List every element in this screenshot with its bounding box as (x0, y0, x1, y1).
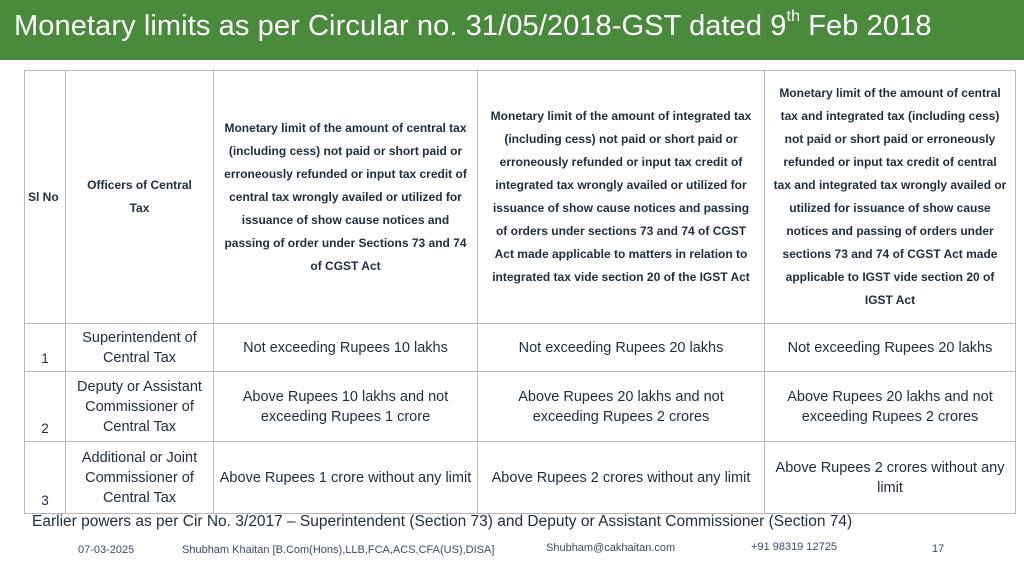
header-combined-tax-limit (765, 71, 1016, 324)
title-bar (0, 0, 1024, 60)
slide-title (14, 10, 932, 43)
row-central-limit (214, 372, 478, 442)
row-central-limit-text: Above Rupees 10 lakhs and not exceeding Rupees 1 crore (242, 388, 449, 425)
footnote-earlier-powers: Earlier powers as per Cir No. 3/2017 – Superintendent (Section 73) and Deputy or Assistant Commissioner (Section 74) (32, 513, 853, 530)
footer-date: 07-03-2025 (78, 544, 135, 556)
header-officers (66, 71, 214, 324)
header-integrated-tax-limit (478, 71, 765, 324)
row-sl: 1 (25, 324, 66, 372)
row-central-limit: Above Rupees 1 crore without any limit (214, 442, 478, 514)
row-combined-limit (765, 372, 1016, 442)
header-officers-text: Officers of Central Tax (87, 178, 192, 215)
row-integrated-limit-text: Above Rupees 20 lakhs and not exceeding Rupees 2 crores (518, 388, 724, 425)
slide-title-main: Monetary limits as per Circular no. 31/05/2018-GST dated 9 (14, 10, 787, 42)
row-integrated-limit (478, 372, 765, 442)
row-combined-limit: Not exceeding Rupees 20 lakhs (765, 324, 1016, 372)
table-row (25, 442, 1016, 514)
footer-page-number: 17 (932, 543, 945, 555)
table-header-row (25, 71, 1016, 324)
row-combined-limit: Above Rupees 2 crores without any limit (765, 442, 1016, 514)
row-officer: Deputy or Assistant Commissioner of Central Tax (66, 372, 214, 442)
row-integrated-limit: Above Rupees 2 crores without any limit (478, 442, 765, 514)
slide-title-superscript: th (786, 8, 801, 26)
row-sl: 3 (25, 442, 66, 514)
row-central-limit: Not exceeding Rupees 10 lakhs (214, 324, 478, 372)
row-integrated-limit: Not exceeding Rupees 20 lakhs (478, 324, 765, 372)
header-central-tax-limit (214, 71, 478, 324)
header-combined-tax-limit-text: Monetary limit of the amount of central tax and integrated tax (including cess) not paid or short paid or erroneously refunded or input tax credit of central tax and integrated tax wrongly availed or utilized for issuance of show cause notices and passing of orders under sections 73 and 74 of CGST Act made applicable to IGST vide section 20 of IGST Act (773, 86, 1007, 307)
monetary-limits-table (24, 70, 1016, 514)
slide-title-suffix: Feb 2018 (800, 10, 932, 42)
row-officer: Superintendent of Central Tax (66, 324, 214, 372)
header-central-tax-limit-text: Monetary limit of the amount of central tax (including cess) not paid or short paid or erroneously refunded or input tax credit of central tax wrongly availed or utilized for issuance of show cause notices and passing of order under Sections 73 and 74 of CGST Act (224, 120, 467, 273)
row-sl: 2 (25, 372, 66, 442)
row-combined-limit-text: Above Rupees 20 lakhs and not exceeding Rupees 2 crores (787, 388, 993, 425)
footer-phone: +91 98319 12725 (751, 541, 837, 553)
footer-email: Shubham@cakhaitan.com (546, 542, 676, 554)
header-integrated-tax-limit-text: Monetary limit of the amount of integrated tax (including cess) not paid or short paid or erroneously refunded or input tax credit of integrated tax wrongly availed or utilized for issuance of show cause notices and passing of orders under sections 73 and 74 of CGST Act made applicable to matters in relation to integrated tax vide section 20 of the IGST Act (490, 109, 752, 284)
footer-author: Shubham Khaitan [B.Com(Hons),LLB,FCA,ACS,CFA(US),DISA] (182, 544, 495, 556)
table-row (25, 372, 1016, 442)
header-sl-no: Sl No (25, 71, 66, 324)
row-officer: Additional or Joint Commissioner of Central Tax (66, 442, 214, 514)
table-row (25, 324, 1016, 372)
